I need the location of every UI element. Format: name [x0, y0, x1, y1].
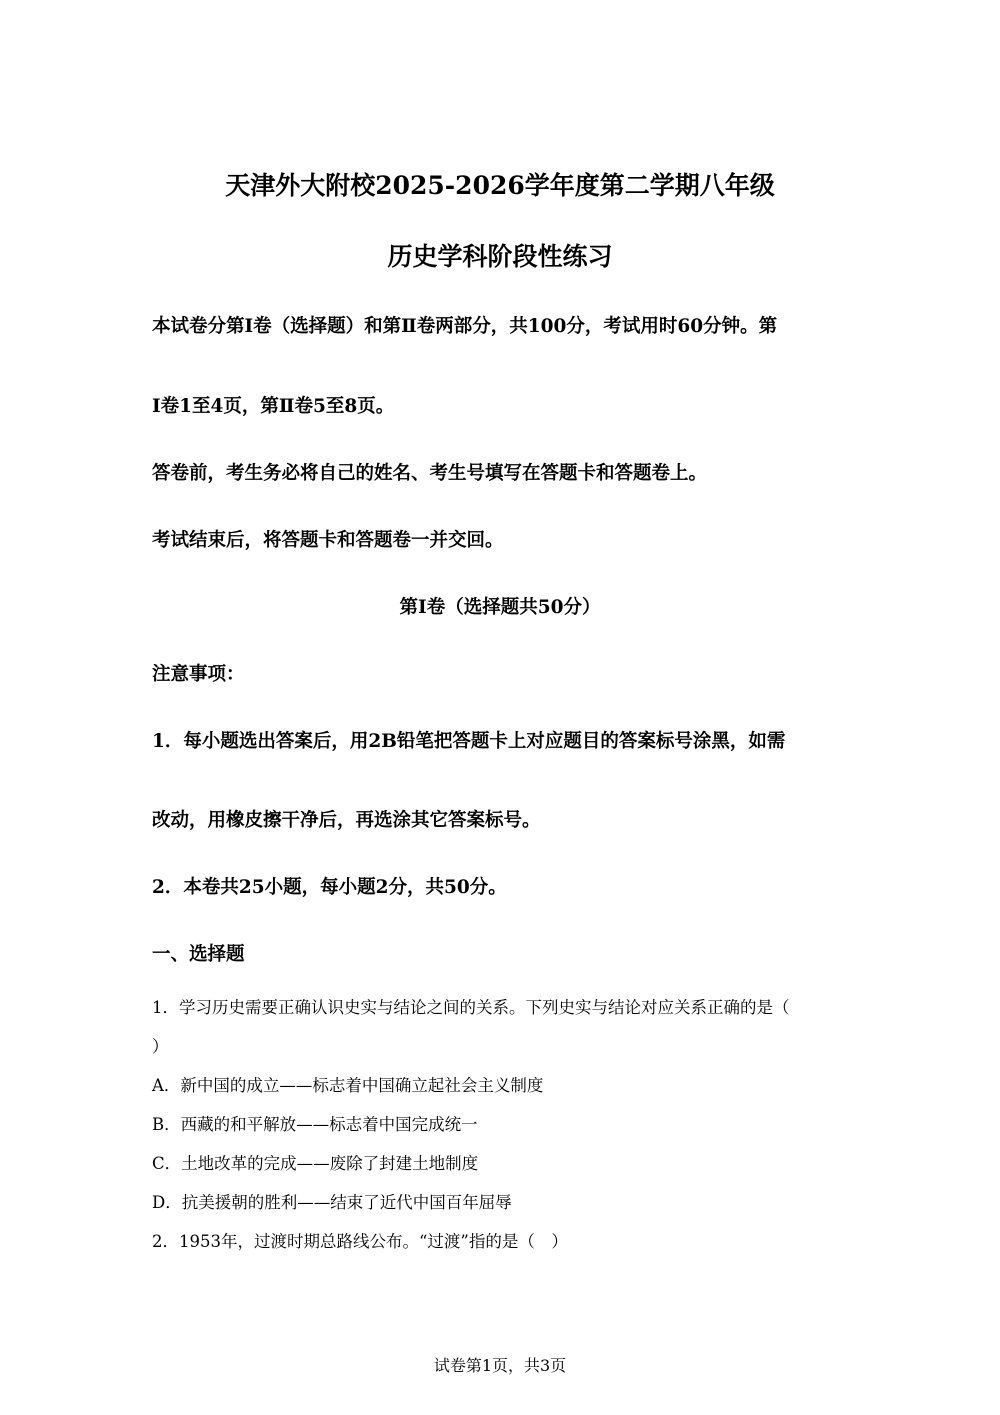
question-1-option-b: B．西藏的和平解放——标志着中国完成统一	[152, 1115, 478, 1134]
question-1-stem-cont: ）	[152, 1037, 169, 1056]
notes-heading: 注意事项：	[152, 664, 245, 685]
question-1-option-a: A．新中国的成立——标志着中国确立起社会主义制度	[152, 1076, 544, 1095]
question-1-stem: 1．学习历史需要正确认识史实与结论之间的关系。下列史实与结论对应关系正确的是（	[152, 998, 790, 1017]
note-2: 2．本卷共25小题，每小题2分，共50分。	[152, 877, 507, 898]
exam-title: 天津外大附校2025-2026学年度第二学期八年级	[225, 171, 775, 200]
intro-line-2: Ⅰ卷1至4页，第Ⅱ卷5至8页。	[152, 396, 395, 417]
exam-subtitle: 历史学科阶段性练习	[387, 242, 613, 271]
section-heading: 第Ⅰ卷（选择题共50分）	[399, 597, 601, 618]
question-1-option-c: C．土地改革的完成——废除了封建土地制度	[152, 1154, 479, 1173]
part-heading: 一、选择题	[152, 944, 245, 965]
question-1-option-d: D．抗美援朝的胜利——结束了近代中国百年屈辱	[152, 1193, 512, 1212]
question-2-stem: 2．1953年，过渡时期总路线公布。“过渡”指的是（ ）	[152, 1232, 568, 1251]
note-1-line-2: 改动，用橡皮擦干净后，再选涂其它答案标号。	[152, 810, 541, 831]
intro-line-3: 答卷前，考生务必将自己的姓名、考生号填写在答题卡和答题卷上。	[152, 463, 708, 484]
note-1-line-1: 1．每小题选出答案后，用2B铅笔把答题卡上对应题目的答案标号涂黑，如需	[152, 731, 786, 752]
intro-line-1: 本试卷分第Ⅰ卷（选择题）和第Ⅱ卷两部分，共100分，考试用时60分钟。第	[152, 316, 778, 337]
intro-line-4: 考试结束后，将答题卡和答题卷一并交回。	[152, 530, 504, 551]
page-footer: 试卷第1页，共3页	[433, 1356, 567, 1375]
